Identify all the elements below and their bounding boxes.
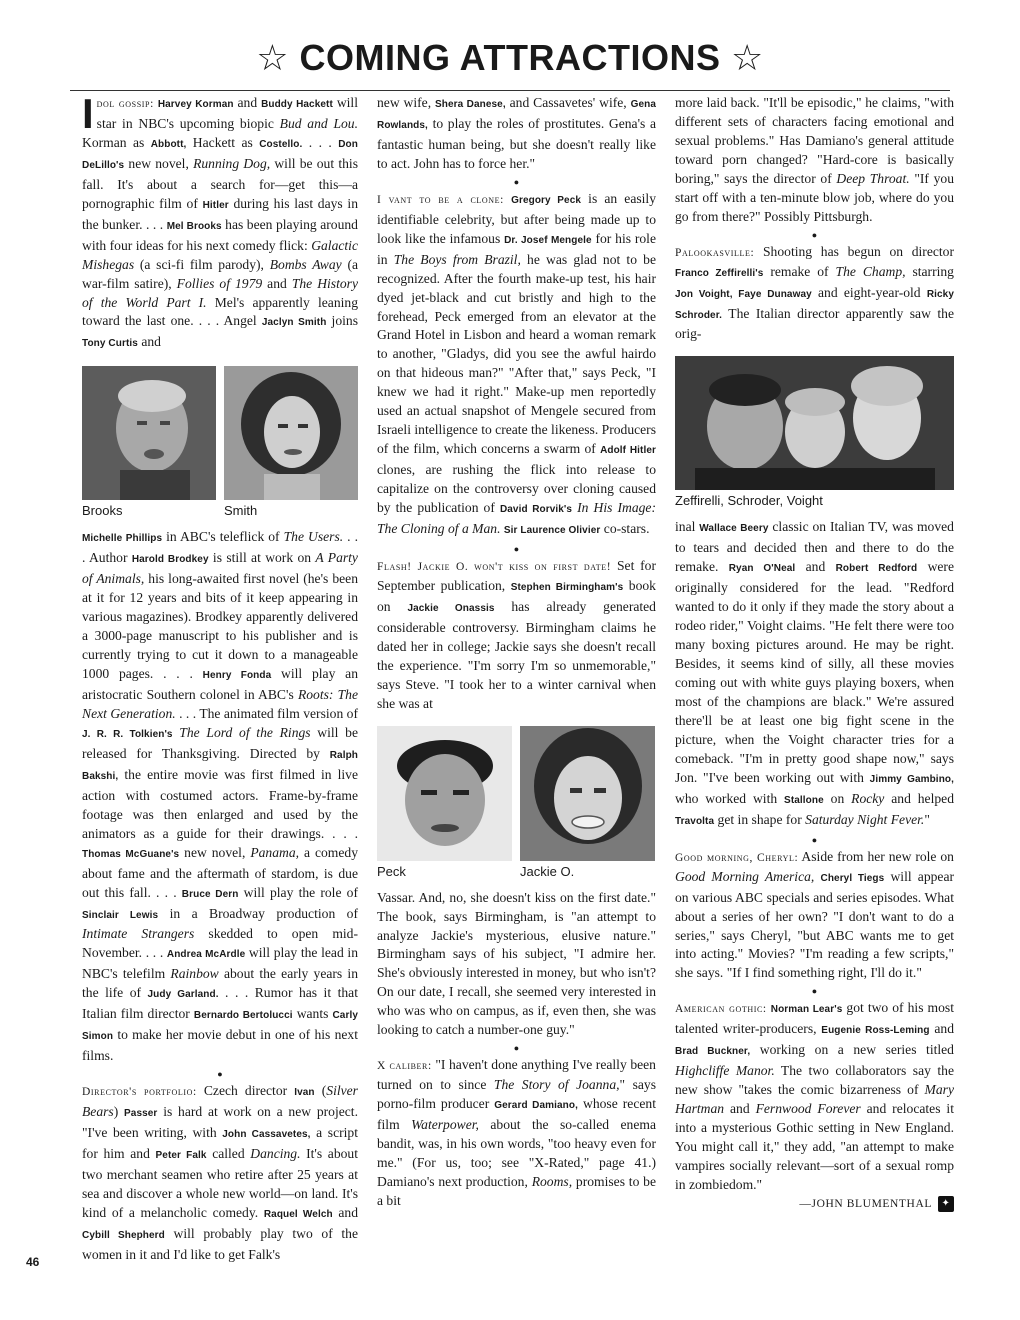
bullet-separator: ● [513, 176, 520, 187]
caption-row-peck-jackie [377, 863, 656, 881]
paragraph-american-gothic: American gothic: Norman Lear's got two of his most talented writer-producers, Eugenie Ross-Leming and Brad Buckner, working on a new series titled Highcliffe Manor. The two collaborators say the new show "takes the comic bizarreness of Mary Hartman and Fernwood Forever and relocates it into a mysterious Gothic setting in New England. You might call it," they add, "an attempt to make vampires socially relevant—sort of a sexual romp in zombiedom." [675, 1000, 954, 1192]
paragraph-directors-portfolio: Director's portfolio: Czech director Ivan (Silver Bears) Passer is hard at work on a new project. "I've been writing, with John Cassavetes, a script for him and Peter Falk called Dancing. It's about two merchant seamen who retire after 25 years at sea and discover a whole new world—on land. It's kind of a melancholic comedy. Raquel Welch and Cybill Shepherd will probably play two of the women in it and I'd like to get Falk's [82, 1083, 359, 1262]
byline [675, 1195, 954, 1214]
caption-peck: Peck [377, 863, 406, 879]
photo-peck [377, 726, 512, 861]
caption-jackie: Jackie O. [520, 863, 575, 879]
byline-author: —JOHN BLUMENTHAL [799, 1197, 932, 1210]
caption-row-champ [675, 492, 954, 510]
paragraph-palookasville: Palookasville: Shooting has begun on director Franco Zeffirelli's remake of The Champ, starring Jon Voight, Faye Dunaway and eight-year-old Ricky Schroder. The Italian director apparently saw the orig- [675, 243, 954, 342]
playboy-bunny-icon: ✦ [938, 1196, 954, 1212]
caption-zeffirelli: Zeffirelli, Schroder, Voight [675, 493, 823, 509]
paragraph-flash: Flash! Jackie O. won't kiss on first date! Set for September publication, Stephen Birmingham's book on Jackie Onassis has already generated considerable controversy. Birmingham claims he dated her in college; Jackie says she doesn't recall the experience. "I'm sorry I'm so unmemorable," says Steve. "I took her to a winter carnival when she was at [377, 557, 656, 711]
bullet-separator: ● [811, 834, 818, 845]
bullet-separator: ● [513, 543, 520, 554]
bullet-separator: ● [811, 986, 818, 997]
page-title: ☆ COMING ATTRACTIONS ☆ [256, 37, 764, 78]
caption-smith: Smith [224, 503, 258, 519]
photo-brooks [82, 366, 216, 500]
paragraph-x-caliber: X caliber: "I haven't done anything I've really been turned on to since The Story of Joanna," says porno-film producer Gerard Damiano, whose recent film Waterpower, about the so-called enema bandit, was, in his own words, "too heavy even for me." (For us, too; see "X-Rated," page 41.) Damiano's next production, Rooms, promises to be a bit [377, 1057, 656, 1208]
paragraph-phillips: Michelle Phillips in ABC's teleflick of The Users. . . . Author Harold Brodkey is still at work on A Party of Animals, his long-awaited first novel (he's been at it for 12 years and bits of it keep appearing in various magazines). Brodkey apparently delivered a 3000-page manuscript to his publisher and is currently trying to cut it down to a manageable 1000 pages. . . . Henry Fonda will play an aristocratic Southern colonel in ABC's Roots: The Next Generation. . . . The animated film version of J. R. R. Tolkien's The Lord of the Rings will be released for Thanksgiving. Directed by Ralph Bakshi, the entire movie was first filmed in live action with costumed actors. Frame-by-frame footage was then enlarged and used by the animators as a guide for their drawings. . . . Thomas McGuane's new novel, Panama, a comedy about fame and the aftermath of stardom, is due out this fall. . . . Bruce Dern will play the role of Sinclair Lewis in a Broadway production of Intimate Strangers skedded to open mid-November. . . . Andrea McArdle will play the lead in NBC's telefilm Rainbow about the early years in the life of Judy Garland. . . . Rumor has it that Italian film director Bernardo Bertolucci wants Carly Simon to make her movie debut in one of his next films. [82, 529, 359, 1064]
paragraph-idol-gossip: Idol gossip: Harvey Korman and Buddy Hackett will star in NBC's upcoming biopic Bud and Lou. Korman as Abbott, Hackett as Costello. . . . Don DeLillo's new novel, Running Dog, will be out this fall. It's about a search for—get this—a pornographic film of Hitler during his last days in the bunker. . . . Mel Brooks has been playing around with four ideas for his next comedy flick: Galactic Mishegas (a sci-fi film parody), Bombs Away (a war-film satire), Follies of 1979 and The History of the World Part I. Mel's apparently leaning toward the last one. . . . Angel Jaclyn Smith joins Tony Curtis and [82, 90, 359, 350]
bullet-separator: ● [811, 229, 818, 240]
paragraph-damiano: more laid back. "It'll be episodic," he claims, "with different sets of characters facing emotional and sexual problems." Has Damiano's general attitude toward porn changed? "Hard-core is basically boring," says the director of Deep Throat. "If you start off with a ten-minute blow job, where do you go from there?" Possibly Pittsburgh. [675, 95, 954, 224]
photo-row-peck-jackie [377, 726, 656, 861]
page-number: 46 [26, 1255, 40, 1269]
caption-row-brooks-smith [82, 502, 358, 520]
paragraph-clone: I vant to be a clone: Gregory Peck is an easily identifiable celebrity, but after being made up to look like the infamous Dr. Josef Mengele for his role in The Boys from Brazil, he was glad not to be recognized. After the fourth make-up test, his hair dyed jet-black and cut bristly and high to the forehead, Peck emerged from an elevator at the Grand Hotel in Lisbon and heard a woman remark to another, "Gladys, did you see the awful hairdo on that hideous man?" "After that," says Peck, "I knew we had it right." Make-up men reportedly used an actual snapshot of Mengele secured from Israeli intelligence to create the likeness. Producers of the film, which concerns a swarm of Adolf Hitler clones, are rushing the flick into release to capitalize on the controversy over cloning caused by the publication of David Rorvik's In His Image: The Cloning of a Man. Sir Laurence Olivier co-stars. [377, 190, 656, 537]
photo-row-brooks-smith [82, 366, 358, 500]
column-1 [82, 90, 359, 1265]
paragraph-beery: inal Wallace Beery classic on Italian TV, was moved to tears and decided then and there to do the remake. Ryan O'Neal and Robert Redford were originally considered for the lead. "Redford wanted to do it only if they made the story about a rodeo rider," Voight claims. "He felt there were too many boxing pictures around. He may be right. Besides, it seems kind of silly, all these movies coming out with white guys playing boxers, when most of the champions are black." We're assured there'll be at least one big fight scene in the picture, when the Voight character tries for a comeback. "I'm in pretty good shape now," says Jon. "I've been working out with Jimmy Gambino, who worked with Stallone on Rocky and helped Travolta get in shape for Saturday Night Fever." [675, 519, 954, 827]
column-2 [377, 94, 656, 1211]
paragraph-vassar: Vassar. And, no, she doesn't kiss on the first date." The book, says Birmingham, is "an attempt to analyze Jackie's mysterious, elusive nature." Birmingham says of his subject, "I admire her. She's obviously interested in money, but who isn't? On our date, I recall, she seemed very interested in who was who on campus, as if, even then, she was looking to catch a number-one guy." [377, 889, 656, 1038]
paragraph-good-morning: Good morning, Cheryl: Aside from her new role on Good Morning America, Cheryl Tiegs will appear on various ABC specials and series episodes. What about a series of her own? "I don't want to do a series," says Cheryl, "but ABC wants me to get into acting." Movies? "I'm reading a few scripts," she says. "If I find something right, I'll do it." [675, 848, 955, 981]
photo-smith [224, 366, 358, 500]
column-3 [675, 94, 954, 1214]
caption-brooks: Brooks [82, 503, 123, 519]
bullet-separator: ● [217, 1069, 223, 1080]
photo-jackie [520, 726, 655, 861]
photo-zeffirelli-schroder-voight [675, 356, 954, 490]
bullet-separator: ● [513, 1043, 520, 1054]
photo-row-champ [675, 356, 954, 490]
paragraph-cassavetes: new wife, Shera Danese, and Cassavetes' wife, Gena Rowlands, to play the roles of prostitutes. Gena's a fantastic human being, but she doesn't really like to act. John has to force her." [377, 95, 657, 171]
page-header [70, 30, 950, 91]
